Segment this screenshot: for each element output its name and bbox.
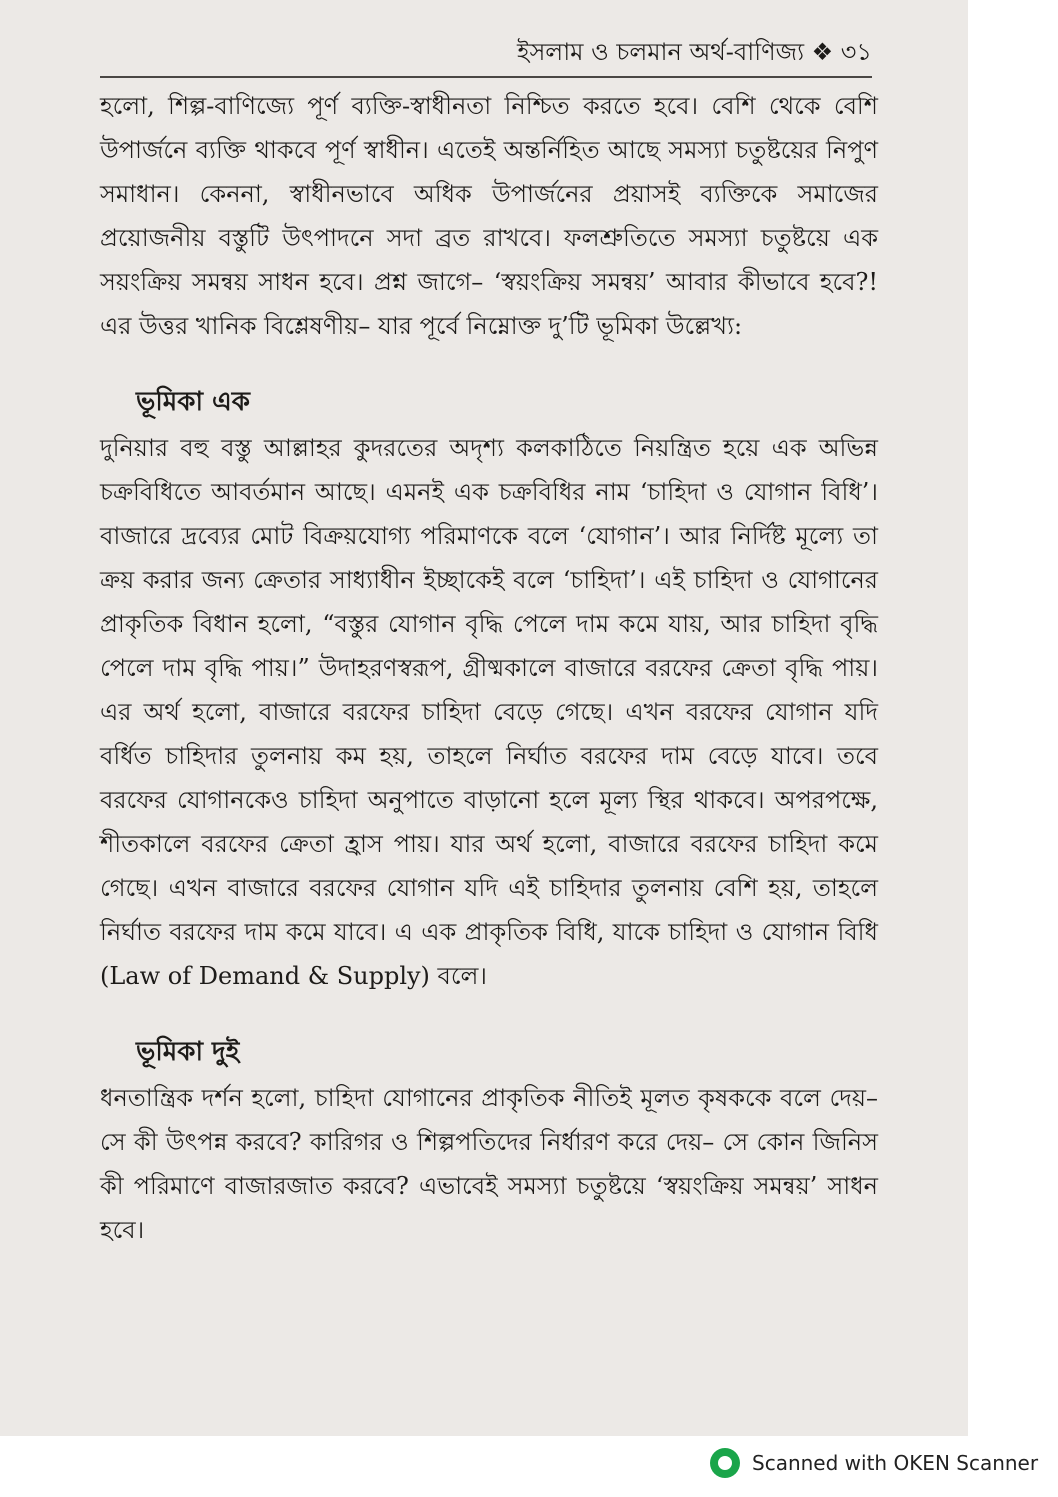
running-title: ইসলাম ও চলমান অর্থ-বাণিজ্য ❖ ৩১ (516, 38, 872, 66)
intro-paragraph: হলো, শিল্প-বাণিজ্যে পূর্ণ ব্যক্তি-স্বাধীনতা নিশ্চিত করতে হবে। বেশি থেকে বেশি উপার্জনে ব্যক্তি থাকবে পূর্ণ স্বাধীন। এতেই অন্তর্নিহিত আছে সমস্যা চতুষ্টয়ের নিপুণ সমাধান। কেননা, স্বাধীনভাবে অধিক উপার্জনের প্রয়াসই ব্যক্তিকে সমাজের প্রয়োজনীয় বস্তুটি উৎপাদনে সদা ব্রত রাখবে। ফলশ্রুতিতে সমস্যা চতুষ্টয়ে এক সয়ংক্রিয় সমন্বয় সাধন হবে। প্রশ্ন জাগে– ‘স্বয়ংক্রিয় সমন্বয়’ আবার কীভাবে হবে?! এর উত্তর খানিক বিশ্লেষণীয়– যার পূর্বে নিম্নোক্ত দু’টি ভূমিকা উল্লেখ্য: (100, 92, 878, 340)
section-heading-2: ভূমিকা দুই (136, 1037, 240, 1067)
section-2-paragraph: ধনতান্ত্রিক দর্শন হলো, চাহিদা যোগানের প্রাকৃতিক নীতিই মূলত কৃষককে বলে দেয়– সে কী উৎপন্ন করবে? কারিগর ও শিল্পপতিদের নির্ধারণ করে দেয়– সে কোন জিনিস কী পরিমাণে বাজারজাত করবে? এভাবেই সমস্যা চতুষ্টয়ে ‘স্বয়ংক্রিয় সমন্বয়’ সাধন হবে। (100, 1084, 878, 1244)
page-body (100, 84, 878, 1252)
section-heading-1: ভূমিকা এক (136, 387, 250, 417)
running-header (100, 28, 872, 78)
oken-scanner-logo-icon (710, 1448, 740, 1478)
scanner-watermark-text: Scanned with OKEN Scanner (752, 1451, 1039, 1475)
section-1-paragraph: দুনিয়ার বহু বস্তু আল্লাহর কুদরতের অদৃশ্য কলকাঠিতে নিয়ন্ত্রিত হয়ে এক অভিন্ন চক্রবিধিতে আবর্তমান আছে। এমনই এক চক্রবিধির নাম ‘চাহিদা ও যোগান বিধি’। বাজারে দ্রব্যের মোট বিক্রয়যোগ্য পরিমাণকে বলে ‘যোগান’। আর নির্দিষ্ট মূল্যে তা ক্রয় করার জন্য ক্রেতার সাধ্যাধীন ইচ্ছাকেই বলে ‘চাহিদা’। এই চাহিদা ও যোগানের প্রাকৃতিক বিধান হলো, “বস্তুর যোগান বৃদ্ধি পেলে দাম কমে যায়, আর চাহিদা বৃদ্ধি পেলে দাম বৃদ্ধি পায়।” উদাহরণস্বরূপ, গ্রীষ্মকালে বাজারে বরফের ক্রেতা বৃদ্ধি পায়। এর অর্থ হলো, বাজারে বরফের চাহিদা বেড়ে গেছে। এখন বরফের যোগান যদি বর্ধিত চাহিদার তুলনায় কম হয়, তাহলে নির্ঘাত বরফের দাম বেড়ে যাবে। তবে বরফের যোগানকেও চাহিদা অনুপাতে বাড়ানো হলে মূল্য স্থির থাকবে। অপরপক্ষে, শীতকালে বরফের ক্রেতা হ্রাস পায়। যার অর্থ হলো, বাজারে বরফের চাহিদা কমে গেছে। এখন বাজারে বরফের যোগান যদি এই চাহিদার তুলনায় বেশি হয়, তাহলে নির্ঘাত বরফের দাম কমে যাবে। এ এক প্রাকৃতিক বিধি, যাকে চাহিদা ও যোগান বিধি (Law of Demand & Supply) বলে। (100, 434, 878, 990)
scanner-watermark (710, 1443, 1050, 1483)
